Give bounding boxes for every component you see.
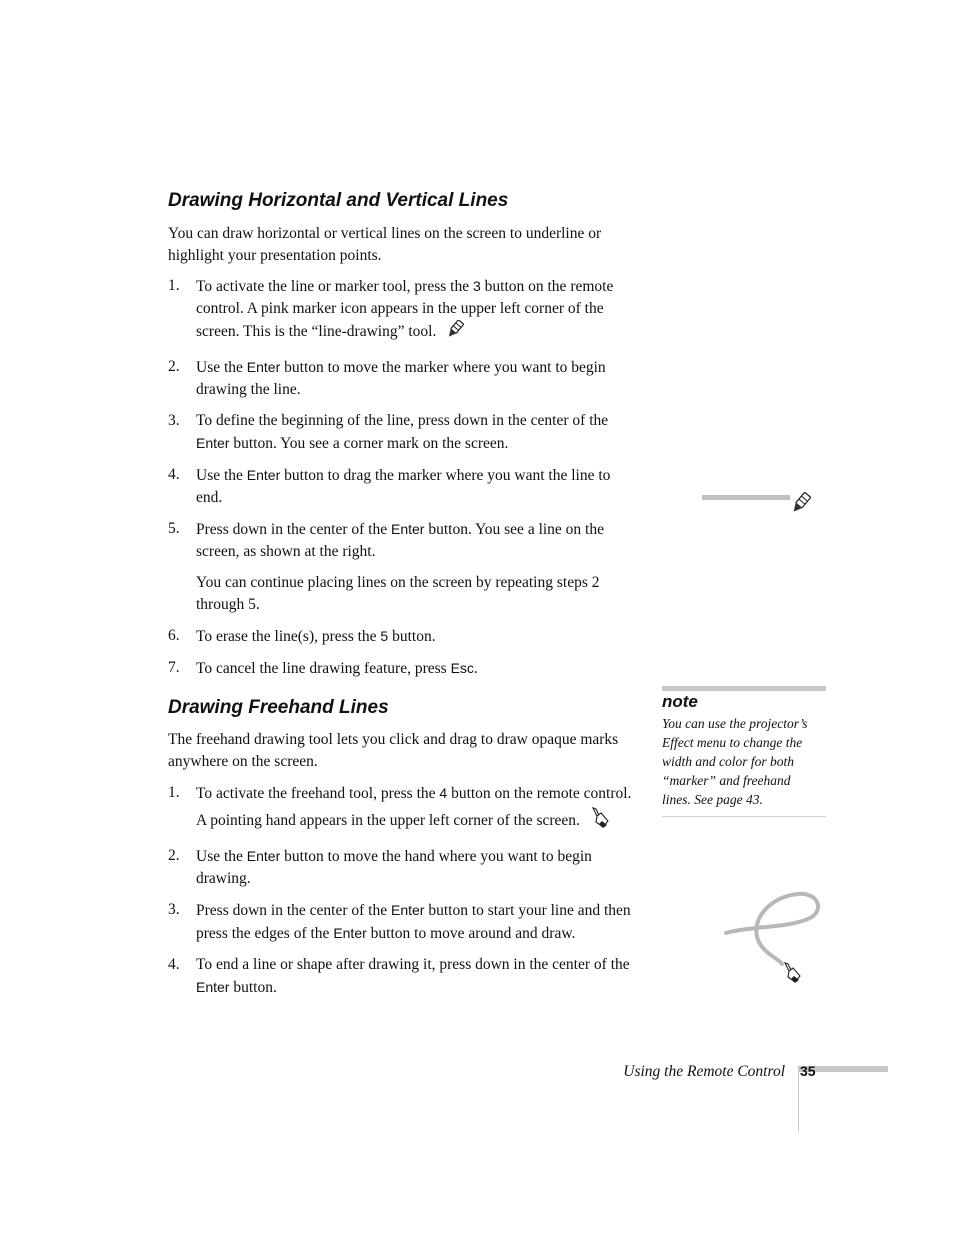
- freehand-illustration: [720, 888, 830, 993]
- section-intro-freehand: The freehand drawing tool lets you click and drag to draw opaque marks anywhere on the screen.: [168, 731, 619, 770]
- note-text: You can use the projector’s Effect menu to change the width and color for both “marker” and freehand lines. See page 43.: [662, 716, 808, 807]
- list-item: 1. To activate the freehand tool, press the 4 button on the remote control. A pointing hand appears in the upper left corner of the screen.: [168, 782, 633, 836]
- pointing-hand-icon: [588, 805, 612, 836]
- note-divider-bar: [662, 686, 826, 691]
- footer-vertical-rule: [798, 1066, 799, 1132]
- steps-list-freehand: [168, 782, 633, 1008]
- list-item: 6. To erase the line(s), press the 5 button.: [168, 627, 436, 645]
- marker-icon: [444, 320, 466, 347]
- section-intro-lines: You can draw horizontal or vertical lines on the screen to underline or highlight your presentation points.: [168, 225, 602, 264]
- section-heading-lines: Drawing Horizontal and Vertical Lines: [168, 190, 509, 211]
- list-item: 1. To activate the line or marker tool, press the 3 button on the remote control. A pink marker icon appears in the upper left corner of the screen. This is the “line-drawing” tool.: [168, 275, 633, 347]
- list-item: 5. Press down in the center of the Enter button. You see a line on the screen, as shown at the right.: [168, 520, 604, 560]
- note-title: note: [662, 692, 698, 711]
- page-number: 35: [800, 1063, 816, 1079]
- list-item: 2. Use the Enter button to move the marker where you want to begin drawing the line.: [168, 358, 606, 398]
- list-item: 3. Press down in the center of the Enter button to start your line and then press the edges of the Enter button to move around and draw.: [168, 901, 631, 942]
- section-heading-freehand: Drawing Freehand Lines: [168, 697, 389, 718]
- steps-list-lines: [168, 275, 633, 689]
- list-item: 4. To end a line or shape after drawing it, press down in the center of the Enter button.: [168, 956, 630, 996]
- list-item: 7. To cancel the line drawing feature, press Esc.: [168, 659, 478, 677]
- list-item: 4. Use the Enter button to drag the marker where you want the line to end.: [168, 466, 611, 506]
- list-item: 3. To define the beginning of the line, press down in the center of the Enter button. You see a corner mark on the screen.: [168, 412, 609, 452]
- list-item-continuation: You can continue placing lines on the screen by repeating steps 2 through 5.: [196, 574, 600, 613]
- note-bottom-rule: [662, 816, 826, 817]
- line-drawing-illustration: [700, 490, 820, 520]
- list-item: 2. Use the Enter button to move the hand where you want to begin drawing.: [168, 847, 592, 887]
- footer-chapter-title: Using the Remote Control: [623, 1063, 785, 1080]
